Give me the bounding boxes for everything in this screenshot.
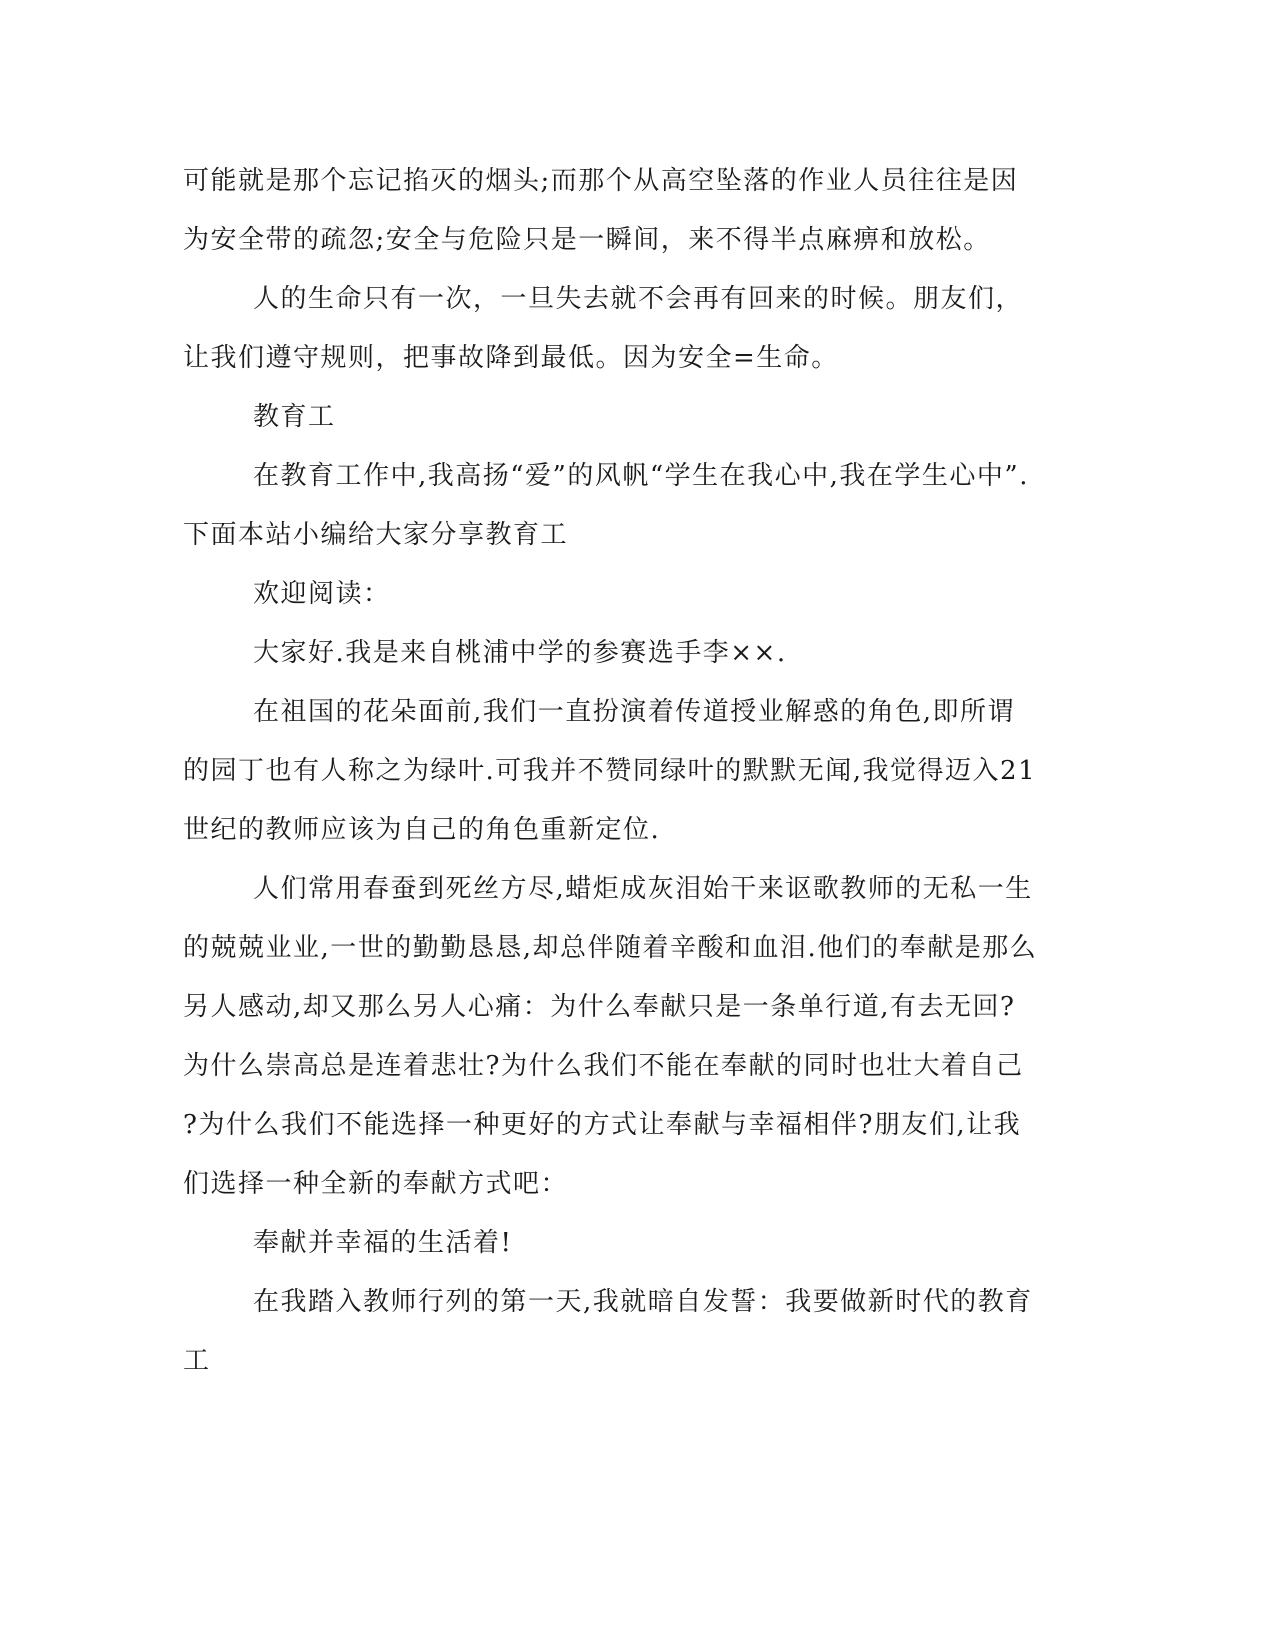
text-line: 另人感动,却又那么另人心痛：为什么奉献只是一条单行道,有去无回? xyxy=(183,992,1016,1022)
paragraph-8 xyxy=(183,860,1038,1214)
text-line: 在祖国的花朵面前,我们一直扮演着传道授业解惑的角色,即所谓 xyxy=(253,697,1016,727)
text-line: 大家好.我是来自桃浦中学的参赛选手李××. xyxy=(253,638,787,668)
text-line: 欢迎阅读： xyxy=(253,579,391,609)
paragraph-7 xyxy=(183,683,1035,860)
text-line: 在教育工作中,我高扬“爱”的风帆“学生在我心中,我在学生心中”. xyxy=(253,461,1029,491)
text-line: 在我踏入教师行列的第一天,我就暗自发誓：我要做新时代的教育 xyxy=(253,1287,1033,1317)
text-line: 让我们遵守规则，把事故降到最低。因为安全=生命。 xyxy=(183,343,839,373)
paragraph-10 xyxy=(183,1273,1035,1391)
paragraph-5 xyxy=(183,565,1035,624)
text-line: 为什么崇高总是连着悲壮?为什么我们不能在奉献的同时也壮大着自己 xyxy=(183,1051,1024,1081)
text-line: 的兢兢业业,一世的勤勤恳恳,却总伴随着辛酸和血泪.他们的奉献是那么 xyxy=(183,933,1038,963)
text-line: 为安全带的疏忽;安全与危险只是一瞬间，来不得半点麻痹和放松。 xyxy=(183,225,991,255)
paragraph-9 xyxy=(183,1214,1035,1273)
text-line: ?为什么我们不能选择一种更好的方式让奉献与幸福相伴?朋友们,让我 xyxy=(183,1110,1022,1140)
heading-line: 教育工 xyxy=(253,402,336,432)
paragraph-6 xyxy=(183,624,1035,683)
paragraph-2 xyxy=(183,270,1035,388)
text-line: 奉献并幸福的生活着! xyxy=(253,1228,513,1258)
text-line: 可能就是那个忘记掐灭的烟头;而那个从高空坠落的作业人员往往是因 xyxy=(183,166,1019,196)
paragraph-heading xyxy=(183,388,1035,447)
text-line: 人的生命只有一次，一旦失去就不会再有回来的时候。朋友们， xyxy=(253,284,1024,314)
body-text xyxy=(183,152,1038,1391)
paragraph-4 xyxy=(183,447,1035,565)
text-line: 们选择一种全新的奉献方式吧： xyxy=(183,1169,569,1199)
text-line: 世纪的教师应该为自己的角色重新定位. xyxy=(183,815,661,845)
text-line: 人们常用春蚕到死丝方尽,蜡炬成灰泪始干来讴歌教师的无私一生 xyxy=(253,874,1033,904)
text-line: 的园丁也有人称之为绿叶.可我并不赞同绿叶的默默无闻,我觉得迈入21 xyxy=(183,756,1037,786)
paragraph-1 xyxy=(183,152,1035,270)
text-line: 下面本站小编给大家分享教育工 xyxy=(183,520,569,550)
text-line: 工 xyxy=(183,1346,211,1376)
